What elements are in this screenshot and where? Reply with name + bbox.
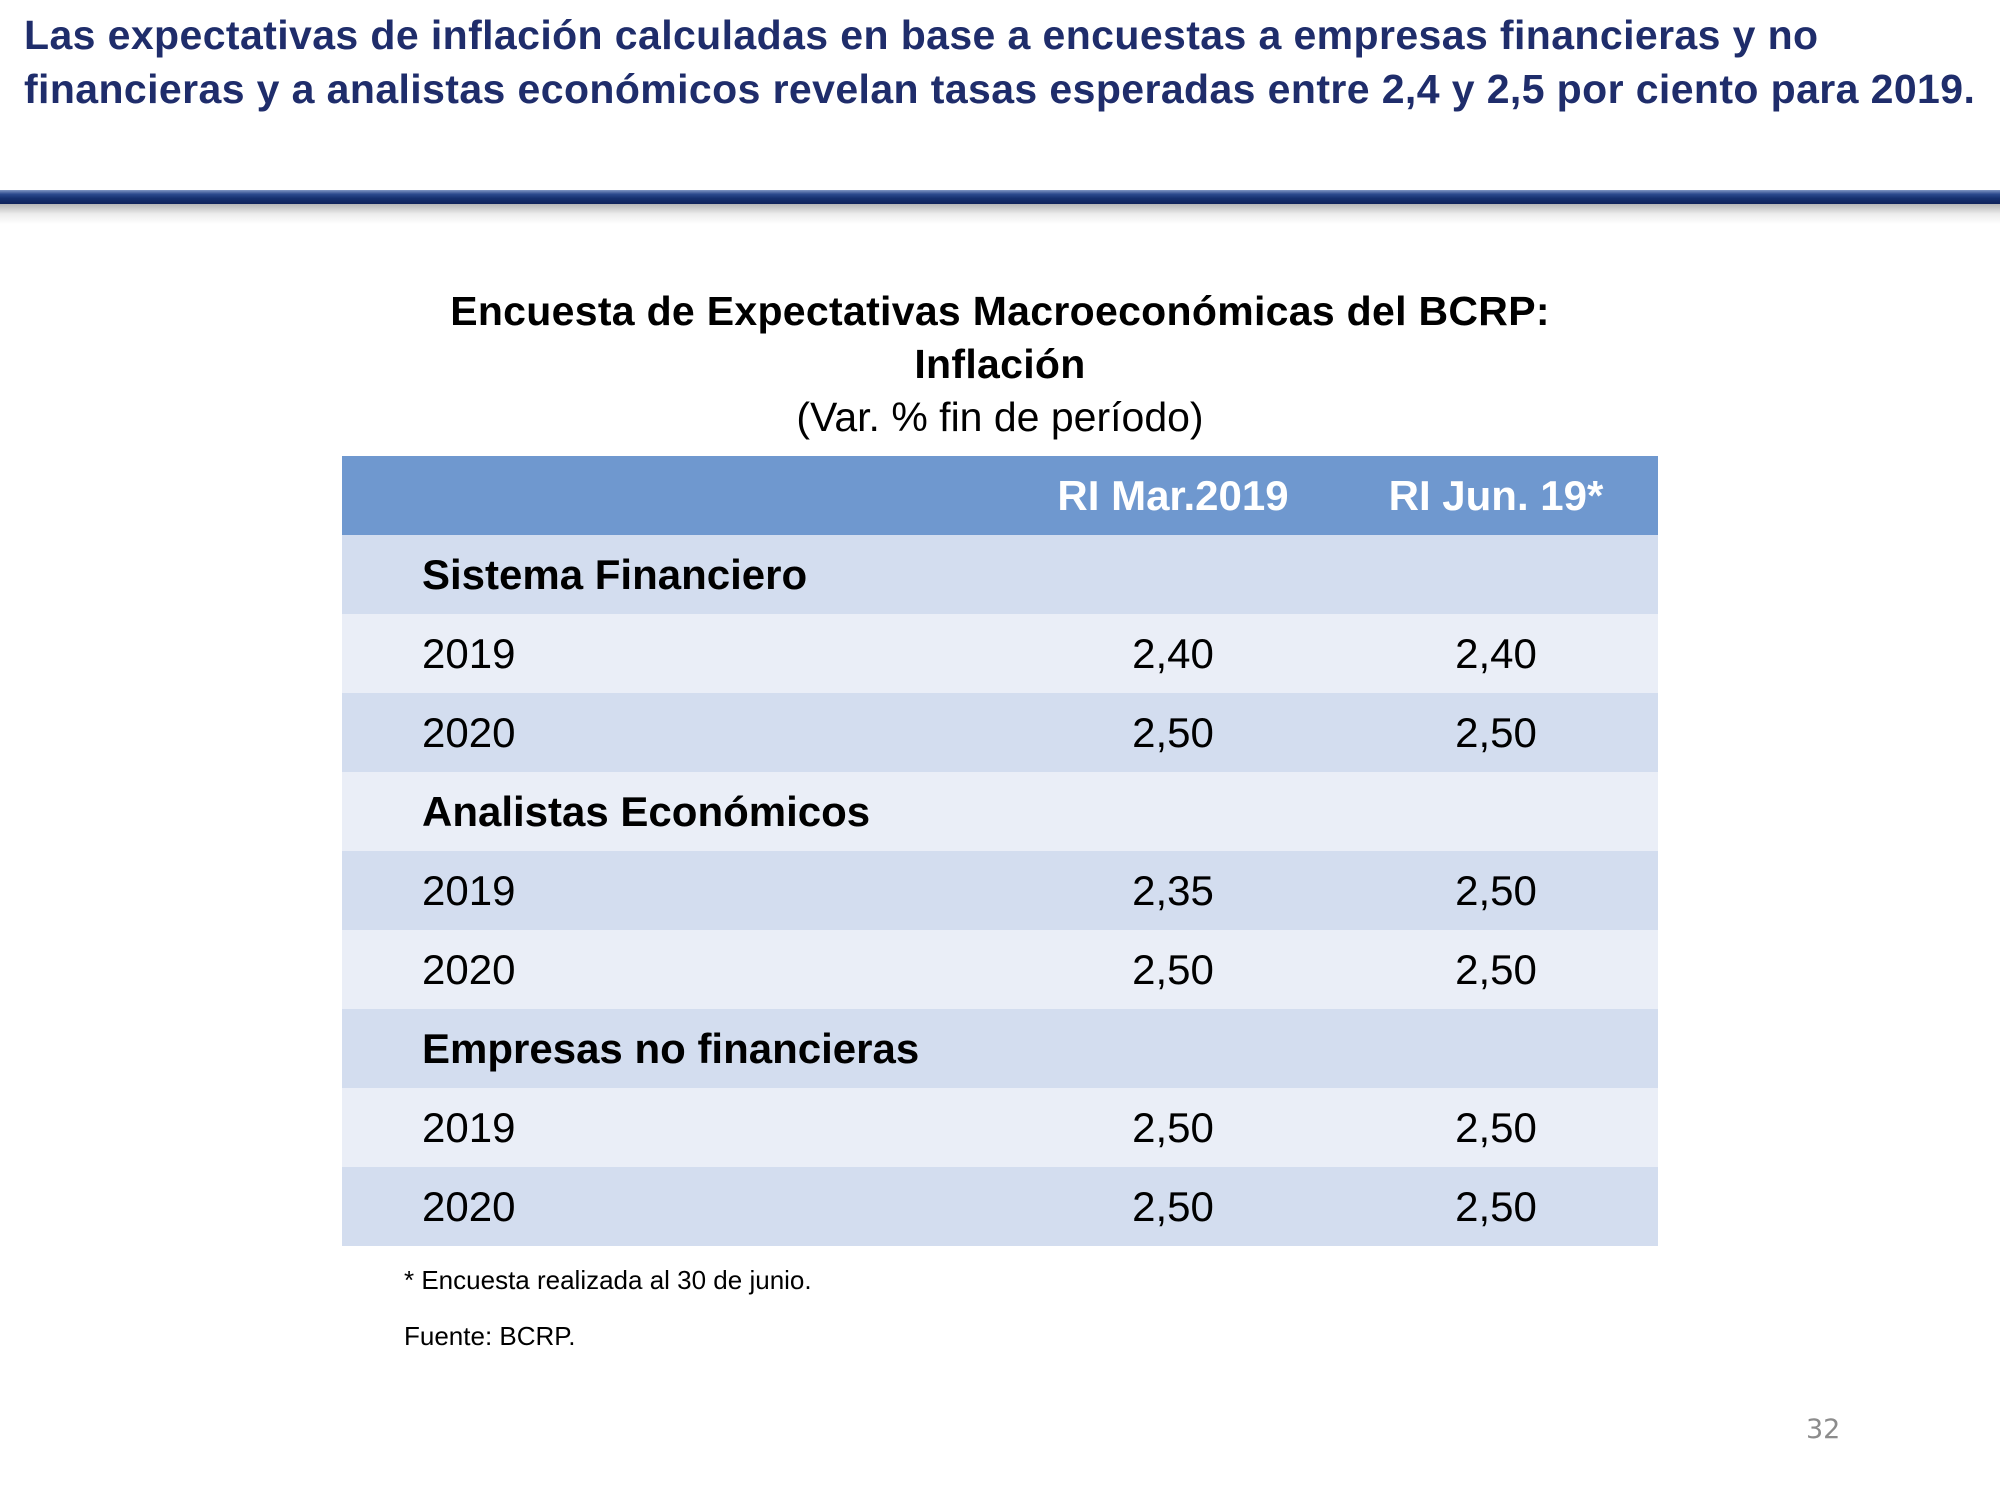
value-ri-jun: 2,50 bbox=[1334, 1088, 1658, 1167]
table-row bbox=[342, 930, 1658, 1009]
table-row bbox=[342, 851, 1658, 930]
row-year: 2019 bbox=[342, 614, 1012, 693]
table-row bbox=[342, 693, 1658, 772]
source-note: Fuente: BCRP. bbox=[404, 1321, 576, 1351]
header-divider-shadow bbox=[0, 204, 2000, 224]
empty-cell bbox=[1012, 1009, 1334, 1088]
group-label: Analistas Económicos bbox=[342, 772, 1012, 851]
row-year: 2019 bbox=[342, 851, 1012, 930]
table-subtitle: Inflación bbox=[914, 341, 1086, 387]
slide-headline: Las expectativas de inflación calculadas en base a encuestas a empresas financieras y no financieras y a analistas económicos revelan tasas esperadas entre 2,4 y 2,5 por ciento para 2019. bbox=[24, 12, 1976, 112]
value-ri-mar: 2,50 bbox=[1012, 930, 1334, 1009]
row-year: 2020 bbox=[342, 1167, 1012, 1246]
value-ri-jun: 2,50 bbox=[1334, 693, 1658, 772]
table-row bbox=[342, 1088, 1658, 1167]
value-ri-mar: 2,50 bbox=[1012, 1088, 1334, 1167]
value-ri-jun: 2,50 bbox=[1334, 1167, 1658, 1246]
empty-cell bbox=[1334, 535, 1658, 614]
header-divider-rule bbox=[0, 190, 2000, 204]
group-row-empresas-no-financieras bbox=[342, 1009, 1658, 1088]
value-ri-mar: 2,40 bbox=[1012, 614, 1334, 693]
table-row bbox=[342, 614, 1658, 693]
row-year: 2020 bbox=[342, 930, 1012, 1009]
table-header-row bbox=[342, 456, 1658, 535]
table-title-block bbox=[340, 285, 1660, 444]
table-units: (Var. % fin de período) bbox=[796, 394, 1204, 440]
group-label: Sistema Financiero bbox=[342, 535, 1012, 614]
value-ri-jun: 2,40 bbox=[1334, 614, 1658, 693]
value-ri-mar: 2,50 bbox=[1012, 693, 1334, 772]
row-year: 2020 bbox=[342, 693, 1012, 772]
empty-cell bbox=[1334, 1009, 1658, 1088]
table-row bbox=[342, 1167, 1658, 1246]
footnote: * Encuesta realizada al 30 de junio. bbox=[404, 1265, 812, 1295]
empty-cell bbox=[1012, 535, 1334, 614]
header-cell-empty bbox=[342, 456, 1012, 535]
group-row-analistas-economicos bbox=[342, 772, 1658, 851]
header-cell-ri-jun-19: RI Jun. 19* bbox=[1334, 456, 1658, 535]
empty-cell bbox=[1334, 772, 1658, 851]
value-ri-jun: 2,50 bbox=[1334, 930, 1658, 1009]
value-ri-mar: 2,35 bbox=[1012, 851, 1334, 930]
row-year: 2019 bbox=[342, 1088, 1012, 1167]
header-cell-ri-mar-2019: RI Mar.2019 bbox=[1012, 456, 1334, 535]
value-ri-mar: 2,50 bbox=[1012, 1167, 1334, 1246]
value-ri-jun: 2,50 bbox=[1334, 851, 1658, 930]
table-title: Encuesta de Expectativas Macroeconómicas del BCRP: bbox=[450, 288, 1550, 334]
inflation-expectations-table bbox=[342, 456, 1658, 1246]
group-label: Empresas no financieras bbox=[342, 1009, 1012, 1088]
page-number: 32 bbox=[1806, 1414, 1841, 1445]
group-row-sistema-financiero bbox=[342, 535, 1658, 614]
empty-cell bbox=[1012, 772, 1334, 851]
